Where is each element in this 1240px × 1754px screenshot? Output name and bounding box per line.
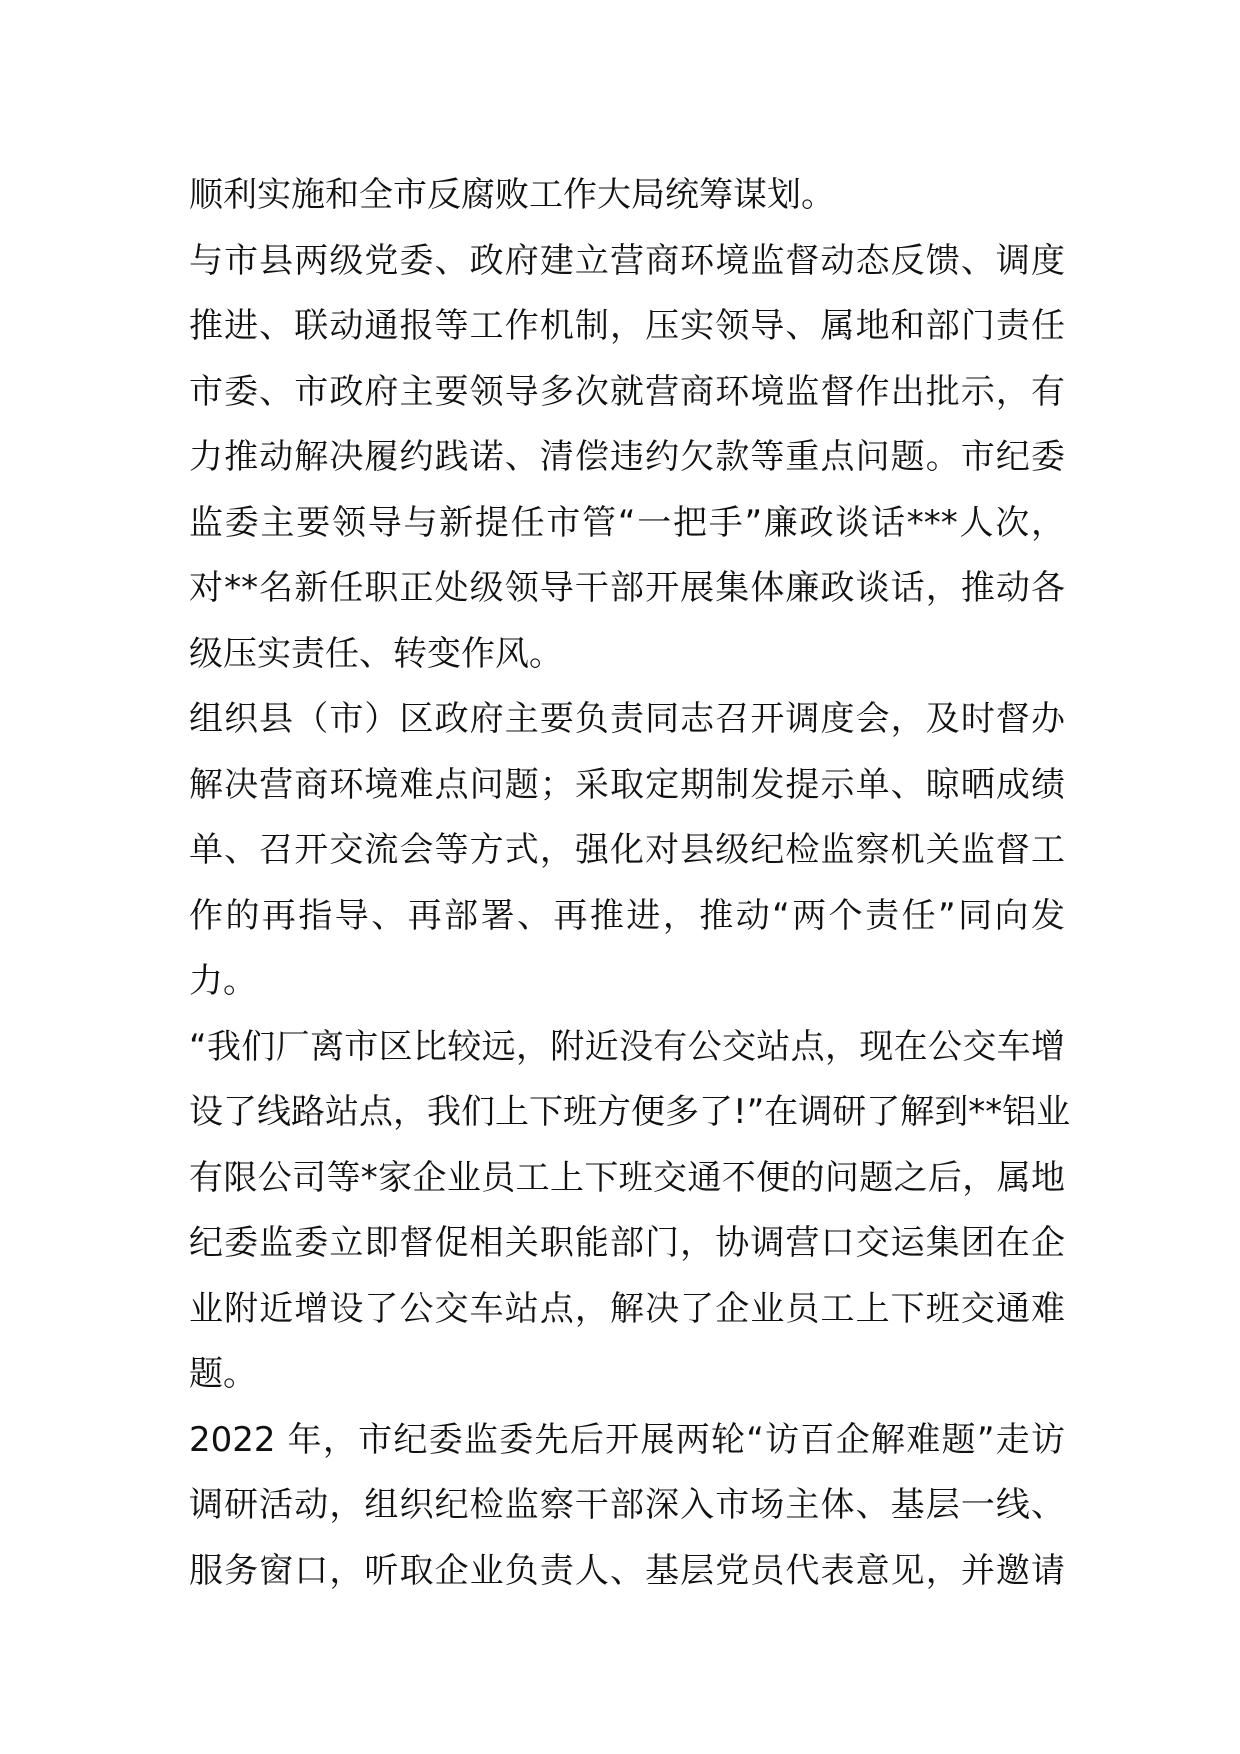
text-line: 作的再指导、再部署、再推进，推动“两个责任”同向发 (189, 895, 1065, 936)
paragraph-2 (189, 229, 1065, 688)
text-line: 顺利实施和全市反腐败工作大局统筹谋划。 (189, 175, 835, 215)
text-line: 题。 (189, 1354, 257, 1394)
text-line: 业附近增设了公交车站点，解决了企业员工上下班交通难 (189, 1288, 1065, 1329)
text-line: 级压实责任、转变作风。 (189, 633, 563, 674)
paragraph-4 (189, 1015, 1071, 1408)
text-line: 对**名新任职正处级领导干部开展集体廉政谈话，推动各 (189, 568, 1065, 608)
text-line: “我们厂离市区比较远，附近没有公交站点，现在公交车增 (189, 1026, 1065, 1067)
text-line: 单、召开交流会等方式，强化对县级纪检监察机关监督工 (189, 830, 1065, 870)
text-line: 有限公司等*家企业员工上下班交通不便的问题之后，属地 (189, 1157, 1065, 1198)
text-line: 纪委监委立即督促相关职能部门，协调营口交运集团在企 (189, 1223, 1065, 1263)
text-line: 推进、联动通报等工作机制，压实领导、属地和部门责任 (189, 306, 1065, 346)
paragraph-3 (189, 687, 1065, 1015)
text-line: 服务窗口，听取企业负责人、基层党员代表意见，并邀请 (189, 1550, 1065, 1591)
text-line: 与市县两级党委、政府建立营商环境监督动态反馈、调度 (189, 240, 1065, 281)
text-line: 市委、市政府主要领导多次就营商环境监督作出批示，有 (189, 371, 1065, 412)
text-line: 调研活动，组织纪检监察干部深入市场主体、基层一线、 (189, 1485, 1065, 1525)
text-line: 解决营商环境难点问题；采取定期制发提示单、晾晒成绩 (189, 764, 1065, 805)
text-line: 力。 (189, 961, 257, 1001)
text-line: 设了线路站点，我们上下班方便多了!”在调研了解到**铝业 (189, 1092, 1071, 1132)
paragraph-1 (189, 163, 1065, 229)
paragraph-5 (189, 1408, 1065, 1605)
text-line: 2022 年，市纪委监委先后开展两轮“访百企解难题”走访 (189, 1419, 1065, 1460)
text-line: 力推动解决履约践诺、清偿违约欠款等重点问题。市纪委 (189, 437, 1065, 477)
text-line: 组织县（市）区政府主要负责同志召开调度会，及时督办 (189, 699, 1065, 739)
text-line: 监委主要领导与新提任市管“一把手”廉政谈话***人次， (189, 502, 1065, 543)
document-body (189, 163, 1071, 1604)
